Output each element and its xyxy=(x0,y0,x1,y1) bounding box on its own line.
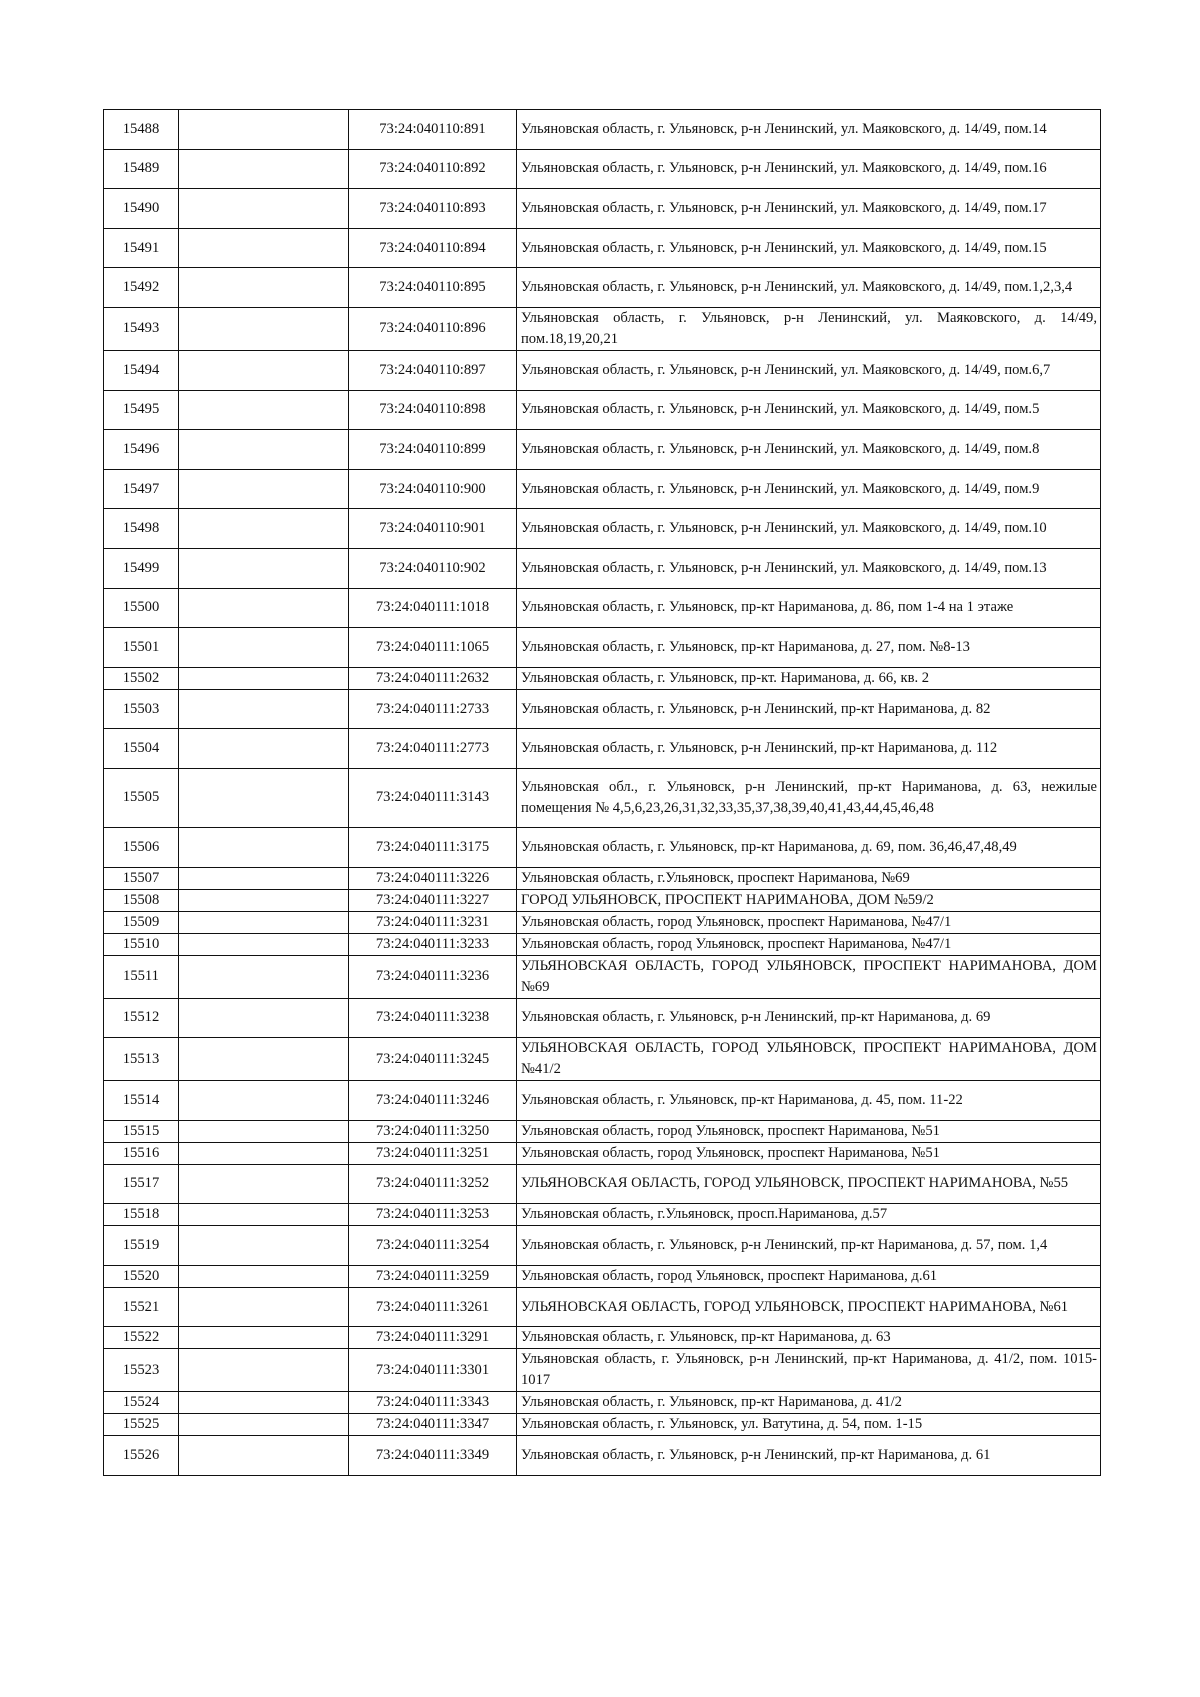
table-row xyxy=(104,1204,1101,1226)
address-cell: Ульяновская область, г. Ульяновск, р-н Ленинский, ул. Маяковского, д. 14/49, пом.9 xyxy=(517,469,1101,509)
address-cell: Ульяновская область, г. Ульяновск, р-н Ленинский, пр-кт Нариманова, д. 61 xyxy=(517,1436,1101,1476)
cadastral-number-cell: 73:24:040111:3175 xyxy=(349,827,517,867)
table-row xyxy=(104,307,1101,350)
table-row xyxy=(104,1287,1101,1327)
table-row xyxy=(104,1436,1101,1476)
address-cell: ГОРОД УЛЬЯНОВСК, ПРОСПЕКТ НАРИМАНОВА, ДОМ №59/2 xyxy=(517,889,1101,911)
row-number-cell: 15512 xyxy=(104,998,179,1038)
address-cell: Ульяновская обл., г. Ульяновск, р-н Ленинский, пр-кт Нариманова, д. 63, нежилые помещения № 4,5,6,23,26,31,32,33,35,37,38,39,40,41,43,44,45,46,48 xyxy=(517,768,1101,827)
cadastral-number-cell: 73:24:040110:899 xyxy=(349,430,517,470)
empty-cell xyxy=(179,588,349,628)
table-row xyxy=(104,509,1101,549)
cadastral-number-cell: 73:24:040111:2733 xyxy=(349,689,517,729)
row-number-cell: 15521 xyxy=(104,1287,179,1327)
empty-cell xyxy=(179,350,349,390)
row-number-cell: 15493 xyxy=(104,307,179,350)
row-number-cell: 15495 xyxy=(104,390,179,430)
row-number-cell: 15498 xyxy=(104,509,179,549)
row-number-cell: 15504 xyxy=(104,729,179,769)
cadastral-number-cell: 73:24:040111:3251 xyxy=(349,1142,517,1164)
cadastral-number-cell: 73:24:040111:3343 xyxy=(349,1392,517,1414)
row-number-cell: 15519 xyxy=(104,1226,179,1266)
empty-cell xyxy=(179,1265,349,1287)
row-number-cell: 15515 xyxy=(104,1120,179,1142)
row-number-cell: 15491 xyxy=(104,228,179,268)
empty-cell xyxy=(179,1120,349,1142)
cadastral-number-cell: 73:24:040111:1018 xyxy=(349,588,517,628)
empty-cell xyxy=(179,628,349,668)
row-number-cell: 15514 xyxy=(104,1081,179,1121)
cadastral-number-cell: 73:24:040110:894 xyxy=(349,228,517,268)
row-number-cell: 15520 xyxy=(104,1265,179,1287)
table-row xyxy=(104,588,1101,628)
address-cell: Ульяновская область, г. Ульяновск, р-н Ленинский, пр-кт Нариманова, д. 69 xyxy=(517,998,1101,1038)
address-cell: Ульяновская область, г.Ульяновск, проспект Нариманова, №69 xyxy=(517,867,1101,889)
cadastral-number-cell: 73:24:040111:3291 xyxy=(349,1327,517,1349)
address-cell: Ульяновская область, г. Ульяновск, р-н Ленинский, ул. Маяковского, д. 14/49, пом.1,2,3,4 xyxy=(517,268,1101,308)
cadastral-number-cell: 73:24:040110:893 xyxy=(349,189,517,229)
property-table-body xyxy=(104,110,1101,1476)
empty-cell xyxy=(179,1436,349,1476)
row-number-cell: 15510 xyxy=(104,933,179,955)
address-cell: Ульяновская область, г. Ульяновск, пр-кт Нариманова, д. 86, пом 1-4 на 1 этаже xyxy=(517,588,1101,628)
address-cell: Ульяновская область, г. Ульяновск, пр-кт Нариманова, д. 69, пом. 36,46,47,48,49 xyxy=(517,827,1101,867)
cadastral-number-cell: 73:24:040111:3246 xyxy=(349,1081,517,1121)
row-number-cell: 15511 xyxy=(104,955,179,998)
table-row xyxy=(104,933,1101,955)
table-row xyxy=(104,911,1101,933)
row-number-cell: 15489 xyxy=(104,149,179,189)
cadastral-number-cell: 73:24:040111:3143 xyxy=(349,768,517,827)
table-row xyxy=(104,998,1101,1038)
empty-cell xyxy=(179,1327,349,1349)
empty-cell xyxy=(179,268,349,308)
table-row xyxy=(104,469,1101,509)
table-row xyxy=(104,350,1101,390)
cadastral-number-cell: 73:24:040110:901 xyxy=(349,509,517,549)
empty-cell xyxy=(179,827,349,867)
empty-cell xyxy=(179,1414,349,1436)
table-row xyxy=(104,1164,1101,1204)
cadastral-number-cell: 73:24:040111:3254 xyxy=(349,1226,517,1266)
cadastral-number-cell: 73:24:040111:3253 xyxy=(349,1204,517,1226)
row-number-cell: 15502 xyxy=(104,667,179,689)
row-number-cell: 15523 xyxy=(104,1349,179,1392)
cadastral-number-cell: 73:24:040111:3252 xyxy=(349,1164,517,1204)
address-cell: Ульяновская область, г. Ульяновск, р-н Ленинский, ул. Маяковского, д. 14/49, пом.10 xyxy=(517,509,1101,549)
address-cell: УЛЬЯНОВСКАЯ ОБЛАСТЬ, ГОРОД УЛЬЯНОВСК, ПРОСПЕКТ НАРИМАНОВА, ДОМ №41/2 xyxy=(517,1038,1101,1081)
cadastral-number-cell: 73:24:040110:892 xyxy=(349,149,517,189)
table-row xyxy=(104,149,1101,189)
empty-cell xyxy=(179,1204,349,1226)
empty-cell xyxy=(179,430,349,470)
cadastral-number-cell: 73:24:040111:3231 xyxy=(349,911,517,933)
cadastral-number-cell: 73:24:040111:3261 xyxy=(349,1287,517,1327)
row-number-cell: 15517 xyxy=(104,1164,179,1204)
row-number-cell: 15503 xyxy=(104,689,179,729)
address-cell: Ульяновская область, г. Ульяновск, пр-кт Нариманова, д. 41/2 xyxy=(517,1392,1101,1414)
cadastral-number-cell: 73:24:040111:1065 xyxy=(349,628,517,668)
cadastral-number-cell: 73:24:040110:900 xyxy=(349,469,517,509)
address-cell: Ульяновская область, г. Ульяновск, ул. Ватутина, д. 54, пом. 1-15 xyxy=(517,1414,1101,1436)
row-number-cell: 15501 xyxy=(104,628,179,668)
row-number-cell: 15499 xyxy=(104,548,179,588)
address-cell: Ульяновская область, г. Ульяновск, р-н Ленинский, пр-кт Нариманова, д. 57, пом. 1,4 xyxy=(517,1226,1101,1266)
table-row xyxy=(104,110,1101,150)
empty-cell xyxy=(179,1349,349,1392)
table-row xyxy=(104,1265,1101,1287)
table-row xyxy=(104,827,1101,867)
empty-cell xyxy=(179,911,349,933)
row-number-cell: 15525 xyxy=(104,1414,179,1436)
table-row xyxy=(104,1120,1101,1142)
row-number-cell: 15526 xyxy=(104,1436,179,1476)
cadastral-number-cell: 73:24:040111:3226 xyxy=(349,867,517,889)
table-row xyxy=(104,268,1101,308)
row-number-cell: 15516 xyxy=(104,1142,179,1164)
empty-cell xyxy=(179,1038,349,1081)
row-number-cell: 15488 xyxy=(104,110,179,150)
address-cell: Ульяновская область, г. Ульяновск, пр-кт Нариманова, д. 27, пом. №8-13 xyxy=(517,628,1101,668)
table-row xyxy=(104,189,1101,229)
address-cell: Ульяновская область, г. Ульяновск, р-н Ленинский, ул. Маяковского, д. 14/49, пом.15 xyxy=(517,228,1101,268)
address-cell: Ульяновская область, город Ульяновск, проспект Нариманова, №47/1 xyxy=(517,911,1101,933)
cadastral-number-cell: 73:24:040111:2632 xyxy=(349,667,517,689)
empty-cell xyxy=(179,189,349,229)
cadastral-number-cell: 73:24:040111:3227 xyxy=(349,889,517,911)
address-cell: Ульяновская область, г. Ульяновск, р-н Ленинский, пр-кт Нариманова, д. 41/2, пом. 1015-1017 xyxy=(517,1349,1101,1392)
empty-cell xyxy=(179,955,349,998)
address-cell: Ульяновская область, город Ульяновск, проспект Нариманова, №51 xyxy=(517,1120,1101,1142)
empty-cell xyxy=(179,889,349,911)
cadastral-number-cell: 73:24:040110:895 xyxy=(349,268,517,308)
address-cell: Ульяновская область, г. Ульяновск, пр-кт Нариманова, д. 63 xyxy=(517,1327,1101,1349)
row-number-cell: 15508 xyxy=(104,889,179,911)
table-row xyxy=(104,430,1101,470)
table-row xyxy=(104,228,1101,268)
cadastral-number-cell: 73:24:040111:3245 xyxy=(349,1038,517,1081)
empty-cell xyxy=(179,998,349,1038)
row-number-cell: 15513 xyxy=(104,1038,179,1081)
empty-cell xyxy=(179,689,349,729)
address-cell: Ульяновская область, г. Ульяновск, р-н Ленинский, ул. Маяковского, д. 14/49, пом.18,19,20,21 xyxy=(517,307,1101,350)
address-cell: УЛЬЯНОВСКАЯ ОБЛАСТЬ, ГОРОД УЛЬЯНОВСК, ПРОСПЕКТ НАРИМАНОВА, №55 xyxy=(517,1164,1101,1204)
empty-cell xyxy=(179,307,349,350)
table-row xyxy=(104,1081,1101,1121)
cadastral-number-cell: 73:24:040110:891 xyxy=(349,110,517,150)
empty-cell xyxy=(179,469,349,509)
table-row xyxy=(104,667,1101,689)
empty-cell xyxy=(179,667,349,689)
empty-cell xyxy=(179,1164,349,1204)
row-number-cell: 15522 xyxy=(104,1327,179,1349)
table-row xyxy=(104,1038,1101,1081)
row-number-cell: 15500 xyxy=(104,588,179,628)
table-row xyxy=(104,955,1101,998)
table-row xyxy=(104,689,1101,729)
property-table xyxy=(103,109,1101,1476)
cadastral-number-cell: 73:24:040111:3347 xyxy=(349,1414,517,1436)
address-cell: Ульяновская область, город Ульяновск, проспект Нариманова, №51 xyxy=(517,1142,1101,1164)
row-number-cell: 15496 xyxy=(104,430,179,470)
address-cell: Ульяновская область, город Ульяновск, проспект Нариманова, д.61 xyxy=(517,1265,1101,1287)
row-number-cell: 15492 xyxy=(104,268,179,308)
cadastral-number-cell: 73:24:040110:897 xyxy=(349,350,517,390)
cadastral-number-cell: 73:24:040111:3349 xyxy=(349,1436,517,1476)
empty-cell xyxy=(179,149,349,189)
table-row xyxy=(104,1327,1101,1349)
cadastral-number-cell: 73:24:040111:3238 xyxy=(349,998,517,1038)
address-cell: Ульяновская область, г. Ульяновск, р-н Ленинский, ул. Маяковского, д. 14/49, пом.8 xyxy=(517,430,1101,470)
empty-cell xyxy=(179,729,349,769)
empty-cell xyxy=(179,867,349,889)
empty-cell xyxy=(179,933,349,955)
empty-cell xyxy=(179,1081,349,1121)
table-row xyxy=(104,548,1101,588)
address-cell: Ульяновская область, г. Ульяновск, р-н Ленинский, ул. Маяковского, д. 14/49, пом.14 xyxy=(517,110,1101,150)
row-number-cell: 15509 xyxy=(104,911,179,933)
cadastral-number-cell: 73:24:040110:902 xyxy=(349,548,517,588)
row-number-cell: 15506 xyxy=(104,827,179,867)
address-cell: Ульяновская область, г. Ульяновск, р-н Ленинский, ул. Маяковского, д. 14/49, пом.16 xyxy=(517,149,1101,189)
empty-cell xyxy=(179,509,349,549)
table-row xyxy=(104,889,1101,911)
cadastral-number-cell: 73:24:040111:2773 xyxy=(349,729,517,769)
empty-cell xyxy=(179,1142,349,1164)
row-number-cell: 15518 xyxy=(104,1204,179,1226)
table-row xyxy=(104,628,1101,668)
row-number-cell: 15505 xyxy=(104,768,179,827)
table-row xyxy=(104,1226,1101,1266)
address-cell: Ульяновская область, г. Ульяновск, р-н Ленинский, пр-кт Нариманова, д. 112 xyxy=(517,729,1101,769)
cadastral-number-cell: 73:24:040110:898 xyxy=(349,390,517,430)
row-number-cell: 15507 xyxy=(104,867,179,889)
cadastral-number-cell: 73:24:040111:3259 xyxy=(349,1265,517,1287)
row-number-cell: 15497 xyxy=(104,469,179,509)
row-number-cell: 15490 xyxy=(104,189,179,229)
address-cell: УЛЬЯНОВСКАЯ ОБЛАСТЬ, ГОРОД УЛЬЯНОВСК, ПРОСПЕКТ НАРИМАНОВА, №61 xyxy=(517,1287,1101,1327)
empty-cell xyxy=(179,768,349,827)
table-row xyxy=(104,1414,1101,1436)
table-row xyxy=(104,768,1101,827)
row-number-cell: 15494 xyxy=(104,350,179,390)
cadastral-number-cell: 73:24:040111:3236 xyxy=(349,955,517,998)
table-row xyxy=(104,867,1101,889)
empty-cell xyxy=(179,110,349,150)
address-cell: Ульяновская область, г. Ульяновск, пр-кт Нариманова, д. 45, пом. 11-22 xyxy=(517,1081,1101,1121)
address-cell: Ульяновская область, г.Ульяновск, просп.Нариманова, д.57 xyxy=(517,1204,1101,1226)
address-cell: Ульяновская область, г. Ульяновск, р-н Ленинский, ул. Маяковского, д. 14/49, пом.17 xyxy=(517,189,1101,229)
address-cell: УЛЬЯНОВСКАЯ ОБЛАСТЬ, ГОРОД УЛЬЯНОВСК, ПРОСПЕКТ НАРИМАНОВА, ДОМ №69 xyxy=(517,955,1101,998)
address-cell: Ульяновская область, г. Ульяновск, р-н Ленинский, ул. Маяковского, д. 14/49, пом.13 xyxy=(517,548,1101,588)
cadastral-number-cell: 73:24:040111:3233 xyxy=(349,933,517,955)
empty-cell xyxy=(179,1226,349,1266)
empty-cell xyxy=(179,1287,349,1327)
cadastral-number-cell: 73:24:040110:896 xyxy=(349,307,517,350)
table-row xyxy=(104,1349,1101,1392)
cadastral-number-cell: 73:24:040111:3250 xyxy=(349,1120,517,1142)
cadastral-number-cell: 73:24:040111:3301 xyxy=(349,1349,517,1392)
address-cell: Ульяновская область, г. Ульяновск, р-н Ленинский, ул. Маяковского, д. 14/49, пом.6,7 xyxy=(517,350,1101,390)
empty-cell xyxy=(179,548,349,588)
row-number-cell: 15524 xyxy=(104,1392,179,1414)
empty-cell xyxy=(179,228,349,268)
table-row xyxy=(104,1142,1101,1164)
empty-cell xyxy=(179,390,349,430)
empty-cell xyxy=(179,1392,349,1414)
address-cell: Ульяновская область, г. Ульяновск, пр-кт. Нариманова, д. 66, кв. 2 xyxy=(517,667,1101,689)
address-cell: Ульяновская область, г. Ульяновск, р-н Ленинский, ул. Маяковского, д. 14/49, пом.5 xyxy=(517,390,1101,430)
table-row xyxy=(104,1392,1101,1414)
address-cell: Ульяновская область, город Ульяновск, проспект Нариманова, №47/1 xyxy=(517,933,1101,955)
address-cell: Ульяновская область, г. Ульяновск, р-н Ленинский, пр-кт Нариманова, д. 82 xyxy=(517,689,1101,729)
table-row xyxy=(104,729,1101,769)
table-row xyxy=(104,390,1101,430)
